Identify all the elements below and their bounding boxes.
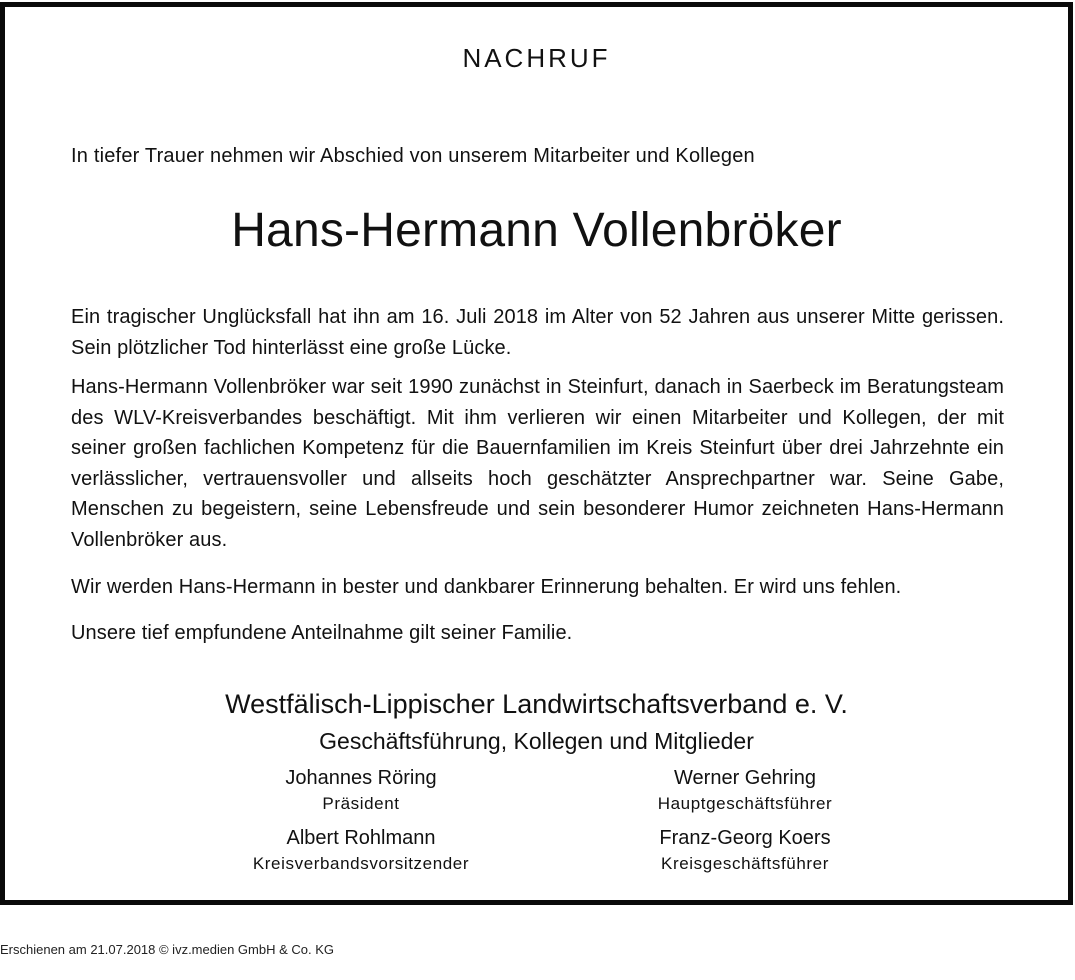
paragraph-accident: Ein tragischer Unglücksfall hat ihn am 16. Juli 2018 im Alter von 52 Jahren aus unserer Mitte gerissen. Sein plötzlicher Tod hinterlässt eine große Lücke.	[71, 306, 1004, 359]
signatory-name: Johannes Röring	[285, 767, 437, 789]
signatory-1	[181, 765, 541, 817]
obituary-heading: NACHRUF	[462, 43, 611, 73]
signatory-name: Albert Rohlmann	[286, 827, 436, 849]
signatory-3	[181, 825, 541, 877]
paragraph-remembrance: Wir werden Hans-Hermann in bester und dankbarer Erinnerung behalten. Er wird uns fehlen.	[71, 576, 902, 598]
publication-footer: Erschienen am 21.07.2018 © ivz.medien GmbH & Co. KG	[0, 942, 335, 957]
organization-name: Westfälisch-Lippischer Landwirtschaftsverband e. V.	[225, 689, 848, 719]
signatory-name: Werner Gehring	[674, 767, 816, 789]
signatory-role: Kreisgeschäftsführer	[661, 854, 829, 873]
signatory-name: Franz-Georg Koers	[659, 827, 831, 849]
signatory-role: Hauptgeschäftsführer	[657, 794, 833, 813]
signatory-2	[565, 765, 925, 817]
signatory-role: Kreisverbandsvorsitzender	[252, 854, 470, 873]
paragraph-condolence: Unsere tief empfundene Anteilnahme gilt seiner Familie.	[71, 622, 573, 644]
deceased-name: Hans-Hermann Vollenbröker	[231, 204, 842, 257]
signatory-role: Präsident	[322, 794, 400, 813]
intro-line: In tiefer Trauer nehmen wir Abschied von unserem Mitarbeiter und Kollegen	[71, 145, 755, 167]
organization-subtitle: Geschäftsführung, Kollegen und Mitglieder	[319, 728, 754, 754]
signatory-4	[565, 825, 925, 877]
obituary-frame	[0, 2, 1073, 905]
paragraph-career: Hans-Hermann Vollenbröker war seit 1990 zunächst in Steinfurt, danach in Saerbeck im Beratungsteam des WLV-Kreisverbandes beschäftigt. Mit ihm verlieren wir einen Mitarbeiter und Kollegen, der mit seiner großen fachlichen Kompetenz für die Bauernfamilien im Kreis Steinfurt über drei Jahrzehnte ein verlässlicher, vertrauensvoller und allseits hoch geschätzter Ansprechpartner war. Seine Gabe, Menschen zu begeistern, seine Lebensfreude und sein besonderer Humor zeichneten Hans-Hermann Vollenbröker aus.	[71, 376, 1004, 551]
